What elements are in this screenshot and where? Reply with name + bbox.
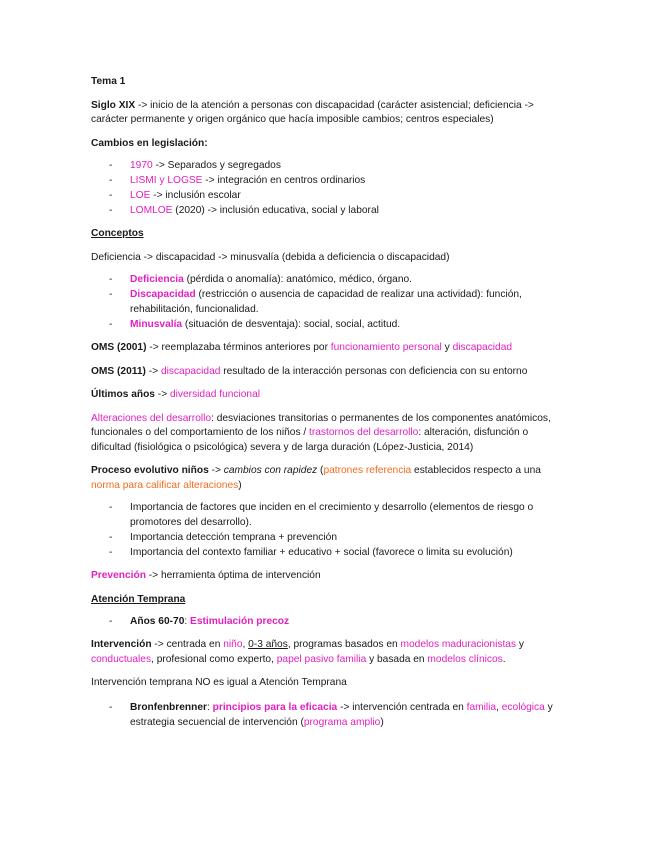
page-title: Tema 1 [91,76,126,87]
legislacion-list [91,158,571,218]
atencion-temprana-heading: Atención Temprana [91,593,186,605]
alteraciones-paragraph: Alteraciones del desarrollo: desviaciones transitorias o permanentes de los componentes anatómicos, funcionales o del comportamiento de los niños / trastornos del desarrollo: alteración, disfunción o dificultad (fisiológica o psicológica) severa y de larga duración (López-Justicia, 2014) [91,412,551,453]
prevencion-paragraph: Prevención -> herramienta óptima de intervención [91,570,321,581]
legislacion-heading: Cambios en legislación: [91,137,208,149]
list-item: - LISMI y LOGSE -> integración en centros ordinarios [91,173,571,188]
list-item: - Discapacidad (restricción o ausencia de capacidad de realizar una actividad): función, rehabilitación, funcionalidad. [91,287,571,317]
siglo-paragraph: Siglo XIX -> inicio de la atención a personas con discapacidad (carácter asistencial; deficiencia -> carácter permanente y origen orgánico que hacía imposible cambios; centros especiales) [91,99,534,125]
list-item: - Importancia del contexto familiar + educativo + social (favorece o limita su evolución) [91,545,571,560]
conceptos-line: Deficiencia -> discapacidad -> minusvalía (debida a deficiencia o discapacidad) [91,251,450,263]
proceso-paragraph: Proceso evolutivo niños -> cambios con rapidez (patrones referencia establecidos respecto a una norma para calificar alteraciones) [91,465,541,491]
intervencion-paragraph: Intervención -> centrada en niño, 0-3 años, programas basados en modelos maduracionistas y conductuales, profesional como experto, papel pasivo familia y basada en modelos clínicos. [91,639,524,665]
conceptos-heading: Conceptos [91,228,144,239]
proceso-list [91,500,571,560]
list-item: - Importancia detección temprana + prevención [91,530,571,545]
document-body [91,75,571,730]
oms-2011-paragraph: OMS (2011) -> discapacidad resultado de la interacción personas con deficiencia con su entorno [91,365,528,377]
list-item: - Bronfenbrenner: principios para la eficacia -> intervención centrada en familia, ecológica y estrategia secuencial de intervención (programa amplio) [91,700,571,730]
list-item: - Deficiencia (pérdida o anomalía): anatómico, médico, órgano. [91,272,571,287]
atencion-temprana-list [91,614,571,629]
list-item: - Años 60-70: Estimulación precoz [91,614,571,629]
ultimos-paragraph: Últimos años -> diversidad funcional [91,389,261,400]
list-item: - Importancia de factores que inciden en el crecimiento y desarrollo (elementos de riesgo o promotores del desarrollo). [91,500,571,530]
list-item: - LOE -> inclusión escolar [91,188,571,203]
list-item: - Minusvalía (situación de desventaja): social, social, actitud. [91,317,571,332]
intervencion-no-line: Intervención temprana NO es igual a Atención Temprana [91,677,347,688]
oms-2001-paragraph: OMS (2001) -> reemplazaba términos anteriores por funcionamiento personal y discapacidad [91,342,513,353]
conceptos-list [91,272,571,332]
list-item: - 1970 -> Separados y segregados [91,158,571,173]
bronfenbrenner-list [91,700,571,730]
list-item: - LOMLOE (2020) -> inclusión educativa, social y laboral [91,203,571,218]
